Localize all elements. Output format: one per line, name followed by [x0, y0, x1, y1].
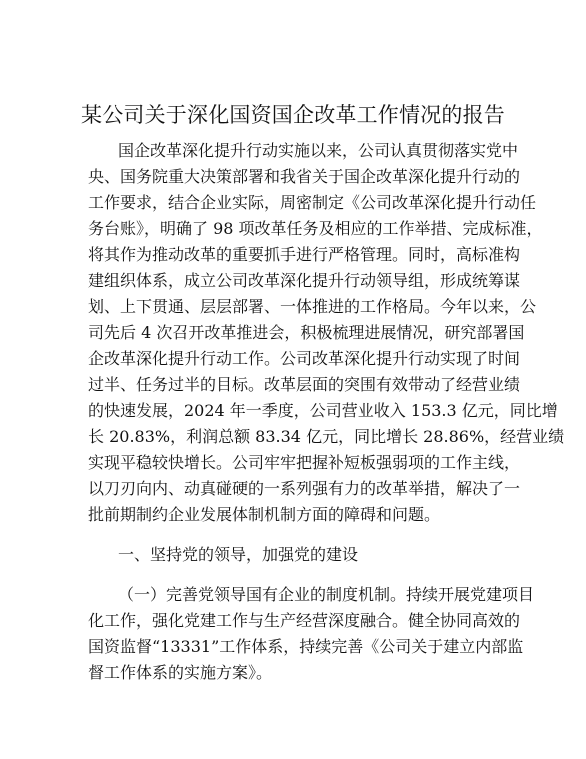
paragraph-line: 国资监督“13331”工作体系，持续完善《公司关于建立内部监 — [88, 637, 524, 656]
paragraph-line: 务台账》，明确了 98 项改革任务及相应的工作举措、完成标准， — [88, 219, 543, 238]
subsection-paragraph — [88, 582, 535, 686]
paragraph-line: 国企改革深化提升行动实施以来，公司认真贯彻落实党中 — [118, 141, 519, 160]
document-body — [88, 138, 565, 686]
paragraph-line: 将其作为推动改革的重要抓手进行严格管理。同时，高标准构 — [88, 245, 521, 264]
document-title: 某公司关于深化国资国企改革工作情况的报告 — [81, 103, 505, 127]
paragraph-line: 央、国务院重大决策部署和我省关于国企改革深化提升行动的 — [88, 167, 521, 186]
paragraph-line: 划、上下贯通、层层部署、一体推进的工作格局。今年以来，公 — [88, 297, 537, 316]
paragraph-line: 长 20.83%，利润总额 83.34 亿元，同比增长 28.86%，经营业绩 — [88, 427, 565, 446]
section-heading: 一、坚持党的领导，加强党的建设 — [118, 545, 359, 564]
paragraph-line: 企改革深化提升行动工作。公司改革深化提升行动实现了时间 — [88, 349, 521, 368]
paragraph-line: 工作要求，结合企业实际，周密制定《公司改革深化提升行动任 — [88, 193, 537, 212]
paragraph-line: 的快速发展，2024 年一季度，公司营业收入 153.3 亿元，同比增 — [88, 401, 558, 420]
paragraph-line: 实现平稳较快增长。公司牢牢把握补短板强弱项的工作主线， — [88, 453, 521, 472]
paragraph-line: 化工作，强化党建工作与生产经营深度融合。健全协同高效的 — [88, 611, 521, 630]
paragraph-line: 司先后 4 次召开改革推进会，积极梳理进展情况，研究部署国 — [88, 323, 525, 342]
paragraph-line: （一）完善党领导国有企业的制度机制。持续开展党建项目 — [118, 585, 535, 604]
paragraph-line: 以刀刃向内、动真碰硬的一系列强有力的改革举措，解决了一 — [88, 479, 521, 498]
paragraph-line: 督工作体系的实施方案》。 — [88, 663, 273, 682]
paragraph-line: 过半、任务过半的目标。改革层面的突围有效带动了经营业绩 — [88, 375, 521, 394]
paragraph-line: 批前期制约企业发展体制机制方面的障碍和问题。 — [88, 505, 441, 524]
intro-paragraph — [88, 138, 565, 528]
paragraph-line: 建组织体系，成立公司改革深化提升行动领导组，形成统筹谋 — [88, 271, 521, 290]
